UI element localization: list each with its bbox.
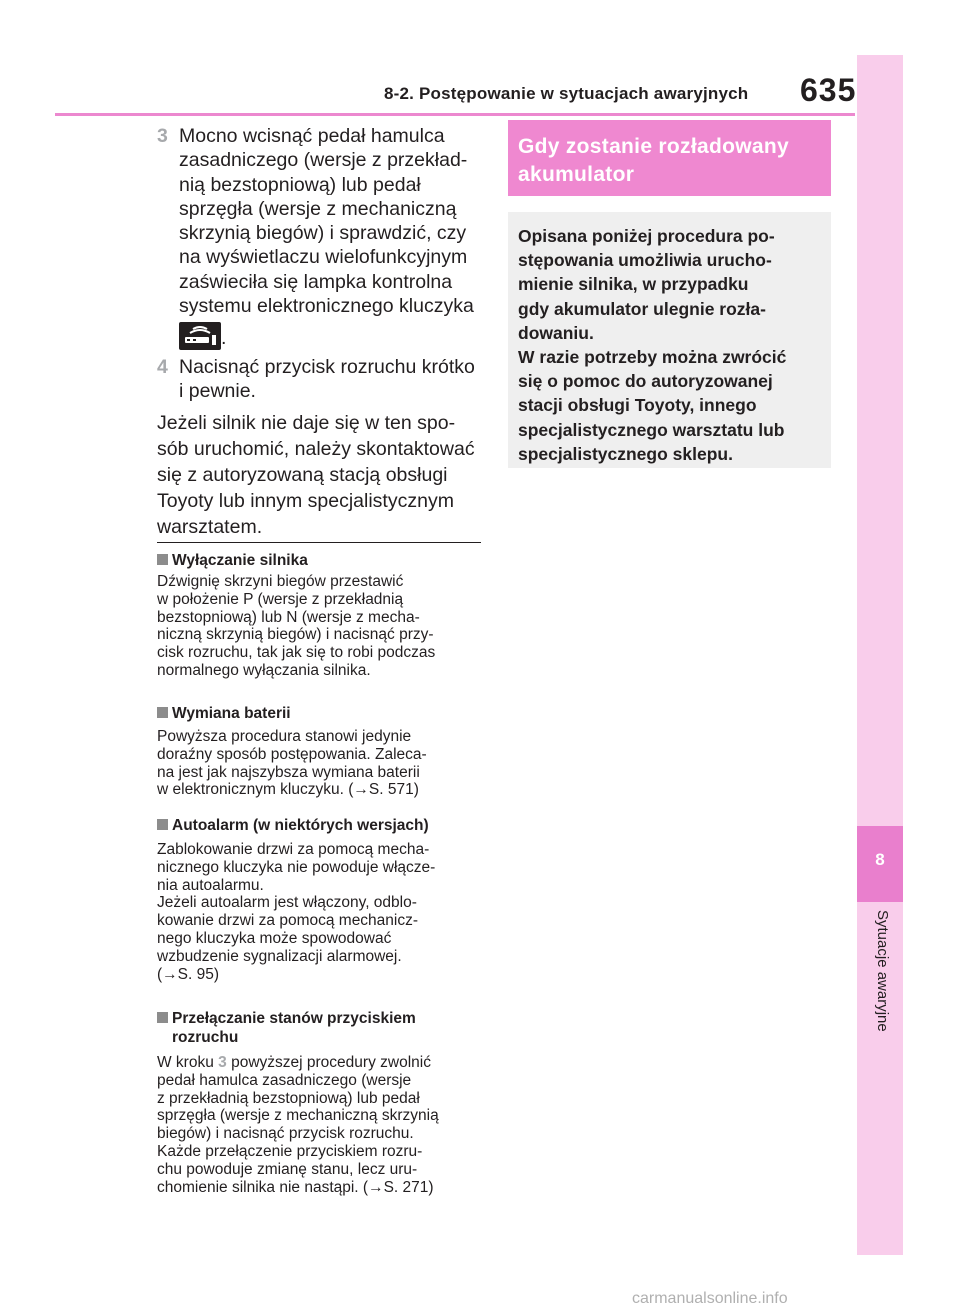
note-body xyxy=(157,728,482,799)
sidebar-title-line: akumulator xyxy=(518,163,635,186)
sidebar-line: specjalistycznego warsztatu lub xyxy=(518,419,785,440)
contact-paragraph xyxy=(157,410,482,540)
note-title xyxy=(157,816,482,835)
note-title xyxy=(157,1009,482,1047)
note-line: doraźny sposób postępowania. Zaleca- xyxy=(157,745,427,763)
section-title: 8-2. Postępowanie w sytuacjach awaryjnych xyxy=(384,84,749,103)
step-line: Nacisnąć przycisk rozruchu krótko xyxy=(179,356,475,378)
square-bullet-icon xyxy=(157,707,168,718)
note-line: Zablokowanie drzwi za pomocą mecha- xyxy=(157,841,430,858)
note-title-text: Autoalarm (w niektórych wersjach) xyxy=(172,817,429,834)
paragraph-line: Jeżeli silnik nie daje się w ten spo- xyxy=(157,412,456,434)
note-line: kowanie drzwi za pomocą mechanicz- xyxy=(157,912,419,930)
note-body xyxy=(157,841,482,983)
sidebar-line: specjalistycznego sklepu. xyxy=(518,443,733,464)
note-title-text: Przełączanie stanów przyciskiem xyxy=(172,1010,416,1027)
step-line: zaświeciła się lampka kontrolna xyxy=(179,270,453,293)
step-line-end: . xyxy=(221,327,227,350)
square-bullet-icon xyxy=(157,819,168,830)
note-line: chomienie silnika nie nastąpi. (→S. 271) xyxy=(157,1178,434,1196)
note-text: W kroku xyxy=(157,1054,219,1071)
note-line: Każde przełączenie przyciskiem rozru- xyxy=(157,1142,423,1160)
paragraph-line: warsztatem. xyxy=(157,516,263,538)
note-text: powyższej procedury zwolnić xyxy=(226,1054,431,1071)
note-line: chu powoduje zmianę stanu, lecz uru- xyxy=(157,1160,418,1178)
key-warning-light-icon xyxy=(179,322,221,350)
note-line: Dźwignię skrzyni biegów przestawić xyxy=(157,573,404,590)
note-title-text: Wymiana baterii xyxy=(172,705,291,722)
note-line: nia autoalarmu. xyxy=(157,876,264,894)
sidebar-line: mienie silnika, w przypadku xyxy=(518,274,749,295)
paragraph-line: się z autoryzowaną stacją obsługi xyxy=(157,464,448,486)
paragraph-line: sób uruchomić, należy skontaktować xyxy=(157,438,475,460)
sidebar-line: stępowania umożliwia urucho- xyxy=(518,250,772,271)
note-line: niczną skrzynią biegów) i nacisnąć przy- xyxy=(157,626,434,644)
note-line: na jest jak najszybsza wymiana baterii xyxy=(157,763,420,781)
paragraph-line: Toyoty lub innym specjalistycznym xyxy=(157,490,454,512)
note-line: nego kluczyka może spowodować xyxy=(157,929,392,947)
step-line: zasadniczego (wersje z przekład- xyxy=(179,149,468,172)
note-title-text: rozruchu xyxy=(172,1029,239,1046)
step-line: sprzęgła (wersje z mechaniczną xyxy=(179,197,457,220)
step-4 xyxy=(157,355,482,404)
chapter-tab-strip xyxy=(857,55,903,1255)
note-line: pedał hamulca zasadniczego (wersje xyxy=(157,1071,412,1089)
note-line: biegów) i nacisnąć przycisk rozruchu. xyxy=(157,1125,414,1143)
note-line: w elektronicznym kluczyku. (→S. 571) xyxy=(157,781,419,799)
note-line: sprzęgła (wersje z mechaniczną skrzynią xyxy=(157,1107,439,1125)
note-line xyxy=(157,1054,482,1072)
sidebar-info-text xyxy=(518,224,824,466)
sidebar-title xyxy=(518,133,828,189)
note-line: bezstopniową) lub N (wersje z mecha- xyxy=(157,608,420,626)
sidebar-line: gdy akumulator ulegnie rozła- xyxy=(518,298,766,319)
step-3 xyxy=(157,124,482,351)
section-divider xyxy=(157,542,481,543)
sidebar-line: dowaniu. xyxy=(518,322,594,343)
page-number: 635 xyxy=(800,72,857,108)
header-rule xyxy=(55,113,855,116)
sidebar-line: W razie potrzeby można zwrócić xyxy=(518,347,787,368)
note-line: cisk rozruchu, tak jak się to robi podczas xyxy=(157,644,436,662)
step-line: nią bezstopniową) lub pedał xyxy=(179,173,421,196)
square-bullet-icon xyxy=(157,1012,168,1023)
sidebar-title-line: Gdy zostanie rozładowany xyxy=(518,135,789,158)
square-bullet-icon xyxy=(157,554,168,565)
sidebar-line: stacji obsługi Toyoty, innego xyxy=(518,395,757,416)
note-line: z przekładnią bezstopniową) lub pedał xyxy=(157,1089,420,1107)
step-number: 4 xyxy=(157,356,168,378)
step-line: Mocno wcisnąć pedał hamulca xyxy=(179,125,445,147)
watermark: carmanualsonline.info xyxy=(632,1290,788,1307)
note-title xyxy=(157,551,482,570)
step-line: skrzynią biegów) i sprawdzić, czy xyxy=(179,222,467,245)
note-title xyxy=(157,704,482,723)
step-reference: 3 xyxy=(218,1054,227,1071)
note-body xyxy=(157,1054,482,1196)
chapter-label-container xyxy=(857,910,903,1070)
step-line: na wyświetlaczu wielofunkcyjnym xyxy=(179,246,468,269)
sidebar-line: się o pomoc do autoryzowanej xyxy=(518,371,773,392)
note-line: normalnego wyłączania silnika. xyxy=(157,661,371,679)
note-line: Jeżeli autoalarm jest włączony, odblo- xyxy=(157,894,417,912)
step-line: systemu elektronicznego kluczyka xyxy=(179,295,474,318)
step-line: i pewnie. xyxy=(179,380,256,403)
note-body xyxy=(157,573,482,680)
chapter-number: 8 xyxy=(875,850,885,869)
note-line: wzbudzenie sygnalizacji alarmowej. xyxy=(157,947,402,965)
note-line: (→S. 95) xyxy=(157,965,220,983)
note-line: w położenie P (wersje z przekładnią xyxy=(157,590,404,608)
note-line: nicznego kluczyka nie powoduje włącze- xyxy=(157,858,436,876)
step-number: 3 xyxy=(157,125,168,147)
note-title-text: Wyłączanie silnika xyxy=(172,552,308,569)
chapter-label: Sytuacje awaryjne xyxy=(874,910,891,1032)
sidebar-line: Opisana poniżej procedura po- xyxy=(518,226,775,246)
note-line: Powyższa procedura stanowi jedynie xyxy=(157,728,412,745)
